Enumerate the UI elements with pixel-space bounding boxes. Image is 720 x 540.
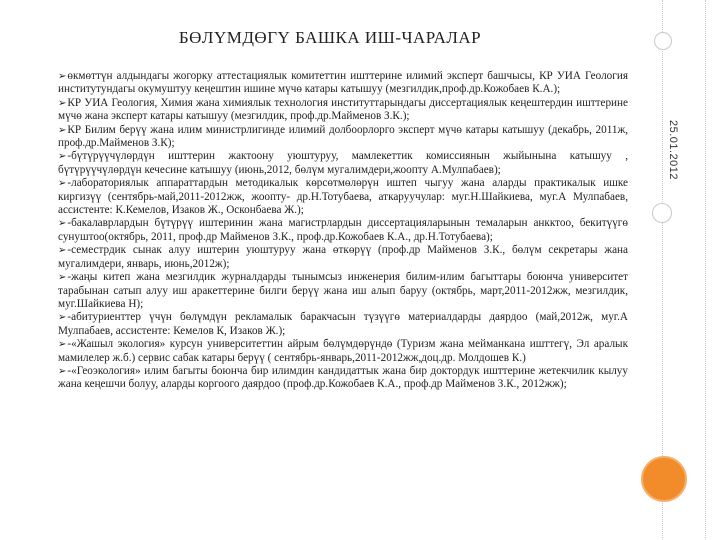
- list-item-text: КР Билим берүү жана илим министрлигинде илимий долбоорлорго эксперт мүчө катары катышуу (декабрь, 2011ж, проф.др.Майменов З.К);: [58, 123, 628, 150]
- arrow-bullet-icon: ➢: [58, 124, 67, 136]
- list-item-text: КР УИА Геология, Химия жана химиялык технология институттарындагы диссертациялык кеңештердин ишттерине мүчө жана эксперт катары катышуу (мезгилдик, проф.др.Майменов З.К.);: [58, 96, 628, 123]
- slide-date: 25.01.2012: [667, 119, 679, 181]
- list-item-text: -абитуриенттер үчүн бөлүмдүн рекламалык баракчасын түзүүгө материалдарды даярдоо (май,2012ж, муг.А Мулпабаев, ассистенте: Кемелов К, Изаков Ж.);: [58, 311, 628, 337]
- arrow-bullet-icon: ➢: [58, 365, 67, 377]
- list-item: [58, 70, 628, 97]
- arrow-bullet-icon: ➢: [58, 339, 67, 351]
- arrow-bullet-icon: ➢: [58, 71, 67, 82]
- decorative-line: [705, 0, 706, 540]
- list-item-text: -жаңы китеп жана мезгилдик журналдарды тынымсыз инженерия билим-илим багыттары боюнча университет тарабынан сатып алуу иш аракеттерине билги берүү жана иш алып баруу (октябрь, март,2011-2012жж, мезгилдик, муг.Шайкиева Н);: [58, 271, 628, 310]
- arrow-bullet-icon: ➢: [58, 272, 67, 284]
- list-item: [58, 311, 628, 338]
- list-item-text: -лабораториялык аппараттардын методикалык көрсөтмөлөрүн иштеп чыгуу жана аларды практикалык ишке киргизүү (сентябрь-май,2011-2012жж, жоопту- др.Н.Тотубаева, аткаруучулар: муг.Н.Шайкиева, муг.А Мулпабаев, ассистенте: К.Кемелов, Изаков Ж., Осконбаева Ж.);: [58, 177, 628, 217]
- bullet-list: [58, 70, 628, 392]
- arrow-bullet-icon: ➢: [58, 218, 67, 230]
- list-item-text: өкмөттүн алдындагы жогорку аттестациялык комитеттин ишттерине илимий эксперт башчысы, КР УИА Геология институтундагы окумуштуу кеңештин ишине мүчө катары катышуу (мезгилдик,проф.др.Кожобаев К.А.);: [58, 70, 628, 96]
- list-item-text: -семестрдик сынак алуу иштерин уюштуруу жана өткөрүү (проф.др Майменов З.К., бөлүм секретары жана мугалимдери, январь, июнь,2012ж);: [58, 244, 628, 270]
- slide-title: БӨЛҮМДӨГҮ БАШКА ИШ-ЧАРАЛАР: [178, 28, 482, 47]
- arrow-bullet-icon: ➢: [58, 151, 67, 163]
- list-item: [58, 338, 628, 365]
- list-item: [58, 177, 628, 217]
- list-item-text: -бакалаврлардын бүтүрүү иштеринин жана магистрлардын диссертацияларынын темаларын анкктоо, бекитүүгө сунуштоо(октябрь, 2011, проф.др Майменов З.К., проф.др.Кожобаев К.А., др.Н.Тотубаева);: [58, 217, 628, 243]
- list-item: [58, 97, 628, 124]
- list-item-text: -«Геоэкология» илим багыты боюнча бир илимдин кандидаттык жана бир доктордук ишттерине жетекчилик кылуу жана кеңешчи болуу, аларды коргоого даярдоо (проф.др.Кожобаев К.А., проф.др Майменов З.К., 2012жж);: [58, 364, 628, 391]
- list-item: [58, 365, 628, 392]
- list-item-text: -бүтүрүүчүлөрдүн ишттерин жактоону уюштуруу, мамлекеттик комиссиянын жыйынына катышуу , бүтүрүүчүлөрдүн кечесине катышуу (июнь,2012, бөлүм мугалимдери,жоопту А.Мулпабаев);: [58, 150, 628, 176]
- list-item: [58, 124, 628, 151]
- list-item: [58, 271, 628, 311]
- list-item-text: -«Жашыл экология» курсун университеттин айрым бөлүмдөрүндө (Туризм жана мейманкана ишттегү, Эл аралык мамилелер ж.б.) сервис сабак катары берүү ( сентябрь-январь,2011-2012жж,доц.др. Молдошев К.): [58, 338, 628, 364]
- arrow-bullet-icon: ➢: [58, 97, 67, 109]
- orange-circle-icon: [641, 456, 687, 502]
- arrow-bullet-icon: ➢: [58, 178, 67, 190]
- arrow-bullet-icon: ➢: [58, 245, 67, 257]
- list-item: [58, 244, 628, 271]
- arrow-bullet-icon: ➢: [58, 312, 67, 324]
- list-item: [58, 150, 628, 177]
- list-item: [58, 217, 628, 244]
